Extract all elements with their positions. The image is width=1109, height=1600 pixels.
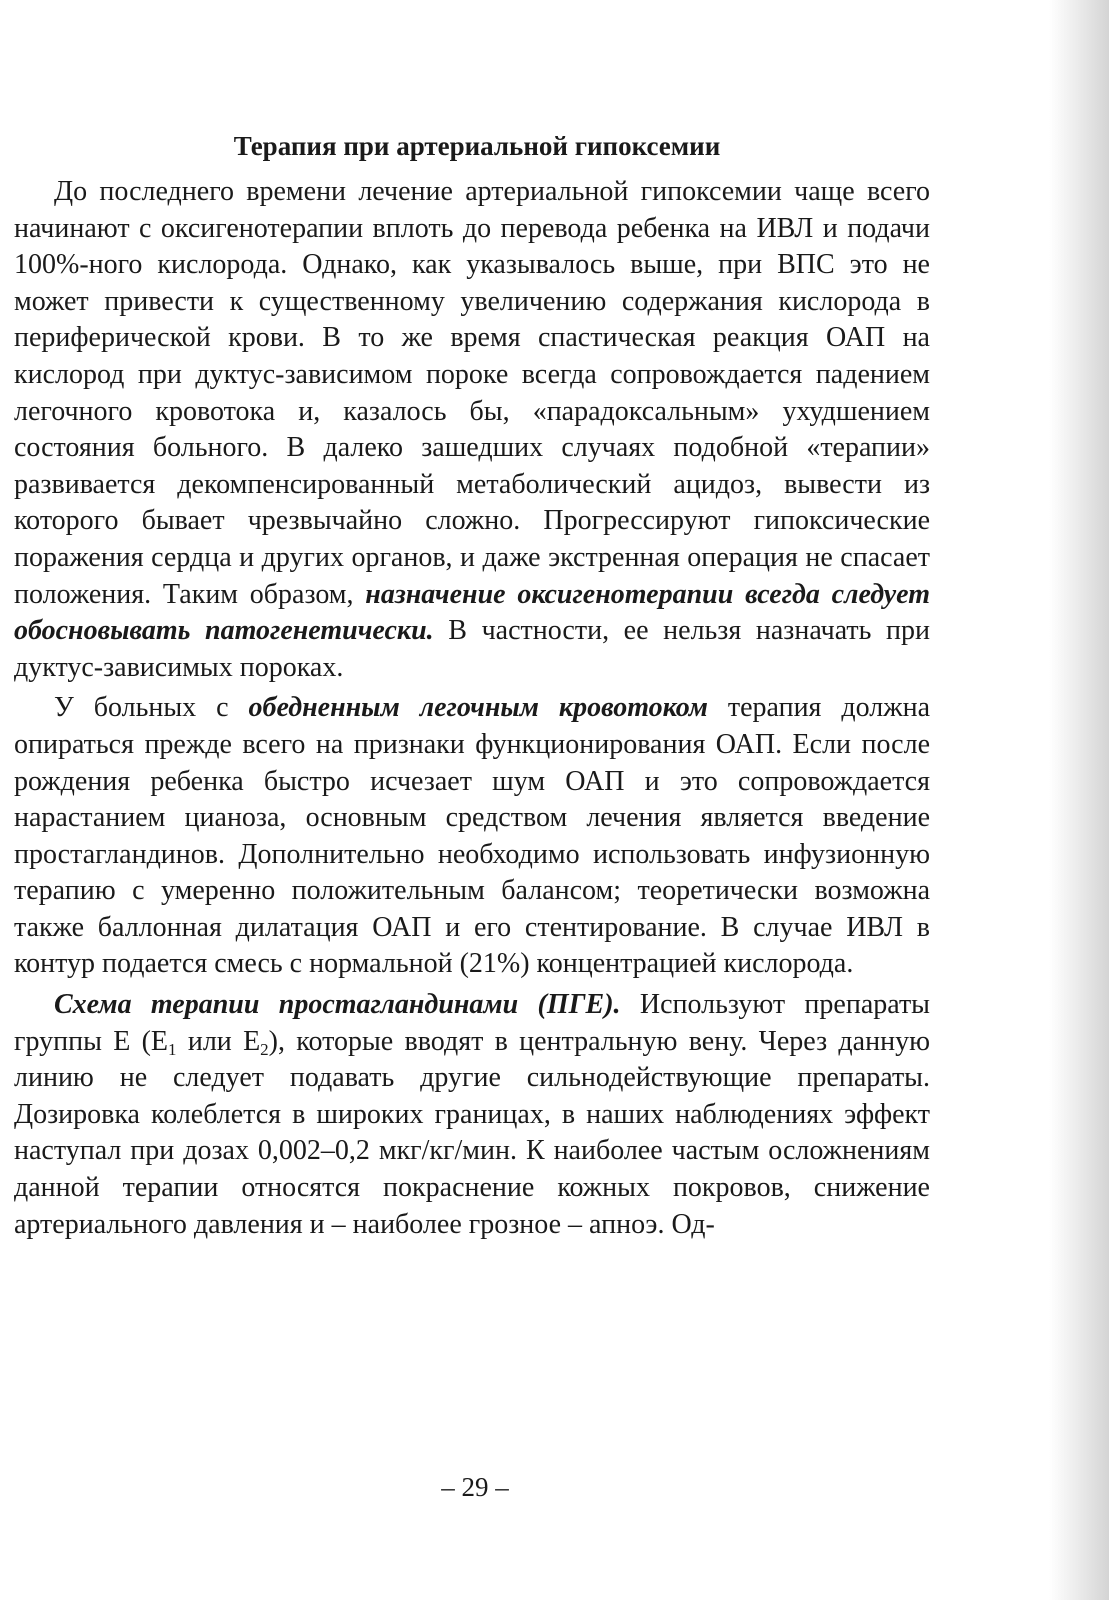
emphasis-text: обедненным легочным кровотоком: [248, 692, 708, 724]
paragraph-text: или Е: [176, 1025, 261, 1057]
paragraph-text: Используют препараты группы Е (Е: [14, 989, 930, 1057]
paragraph-text: ), которые вводят в центральную вену. Через данную линию не следует подавать другие сильнодействующие препараты. Дозировка колеблется в широких границах, в наших наблюдениях эффект наступал при дозах 0,002–0,2 мкг/кг/мин. К наиболее частым осложнениям данной терапии относятся покраснение кожных покровов, снижение артериального давления и – наиболее грозное – апноэ. Од-: [14, 1025, 930, 1240]
paragraph-prostaglandin-scheme: [14, 987, 930, 1243]
subscript: 2: [260, 1039, 269, 1059]
subscript: 1: [168, 1039, 177, 1059]
paragraph-reduced-blood-flow: [14, 690, 930, 983]
paragraph-text: В частности, ее нельзя назначать при дуктус-зависимых пороках.: [14, 615, 930, 683]
paragraph-oxygen-therapy: [14, 174, 930, 686]
paragraph-text: терапия должна опираться прежде всего на признаки функционирования ОАП. Если после рождения ребенка быстро исчезает шум ОАП и это сопровождается нарастанием цианоза, основным средством лечения является введение простагландинов. Дополнительно необходимо использовать инфузионную терапию с умеренно положительным балансом; теоретически возможна также баллонная дилатация ОАП и его стентирование. В случае ИВЛ в контур подается смесь с нормальной (21%) концентрацией кислорода.: [14, 692, 930, 980]
paragraph-text: У больных с: [54, 692, 249, 724]
text-block: [14, 128, 930, 1243]
section-title: Терапия при артериальной гипоксемии: [233, 131, 721, 161]
page-edge-shadow: [1049, 0, 1109, 1600]
emphasis-text: Схема терапии простагландинами (ПГЕ).: [54, 989, 621, 1021]
emphasis-text: назначение оксигенотерапии всегда следует обосновывать патогенетически.: [14, 578, 930, 647]
page-number: – 29 –: [441, 1472, 509, 1502]
paragraph-text: До последнего времени лечение артериальной гипоксемии чаще всего начинают с оксигенотерапии вплоть до перевода ребенка на ИВЛ и подачи 100%-ного кислорода. Однако, как указывалось выше, при ВПС это не может привести к существенному увеличению содержания кислорода в периферической крови. В то же время спастическая реакция ОАП на кислород при дуктус-зависимом пороке всегда сопровождается падением легочного кровотока и, казалось бы, «парадоксальным» ухудшением состояния больного. В далеко зашедших случаях подобной «терапии» развивается декомпенсированный метаболический ацидоз, вывести из которого бывает чрезвычайно сложно. Прогрессируют гипоксические поражения сердца и других органов, и даже экстренная операция не спасает положения. Таким образом,: [14, 176, 930, 610]
